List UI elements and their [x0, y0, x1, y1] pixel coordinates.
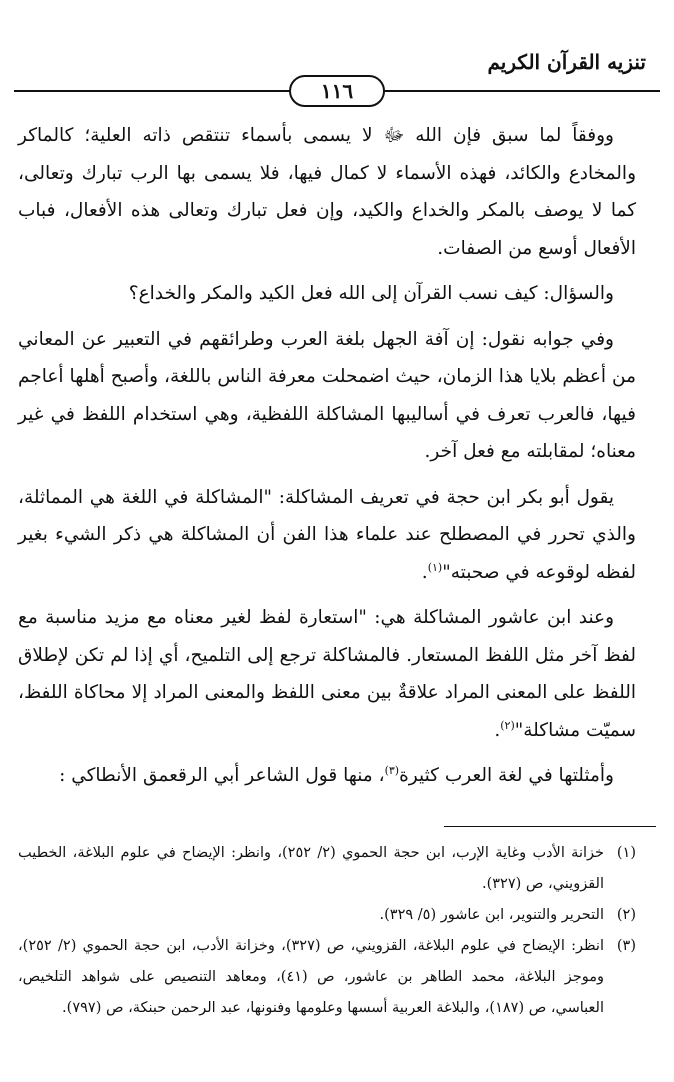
running-title: تنزيه القرآن الكريم	[487, 50, 646, 74]
main-text	[18, 117, 636, 803]
paragraph: وأمثلتها في لغة العرب كثيرة$^{(٣)}$، منها قول الشاعر أبي الرقعمق الأنطاكي :	[59, 763, 614, 786]
footnote: (٣)انظر: الإيضاح في علوم البلاغة، القزويني، ص (٣٢٧)، وخزانة الأدب، ابن حجة الحموي (٢/ ٢٥٢)، وموجز البلاغة، محمد الطاهر بن عاشور، ص (٤١)، ومعاهد التنصيص على شواهد التلخيص، العباسي، ص (١٨٧)، والبلاغة العربية أسسها وعلومها وفنونها، عبد الرحمن حبنكة، ص (٧٩٧).	[18, 931, 636, 1024]
footnote-reference[interactable]: (١)	[427, 560, 443, 574]
footnote-number: (١)	[616, 845, 636, 861]
footnotes	[18, 838, 636, 1024]
footnote: (١)خزانة الأدب وغاية الإرب، ابن حجة الحموي (٢/ ٢٥٢)، وانظر: الإيضاح في علوم البلاغة، الخطيب القزويني، ص (٣٢٧).	[18, 838, 636, 900]
paragraph: وفي جوابه نقول: إن آفة الجهل بلغة العرب وطرائقهم في التعبير عن المعاني من أعظم بلايا هذا الزمان، حيث اضمحلت معرفة الناس باللغة، وأصبح أهلها أعاجم فيها، فالعرب تعرف في أساليبها المشاكلة اللفظية، وهي استخدام اللفظ في غير معناه؛ لمقابلته مع فعل آخر.	[18, 328, 636, 462]
footnote-separator	[444, 826, 656, 827]
page-number: ١١٦	[289, 75, 385, 107]
paragraph: والسؤال: كيف نسب القرآن إلى الله فعل الكيد والمكر والخداع؟	[128, 283, 614, 304]
footnote-reference[interactable]: (٢)	[500, 718, 515, 732]
paragraph: ووفقاً لما سبق فإن الله ﷻ لا يسمى بأسماء تنتقص ذاته العلية؛ كالماكر والمخادع والكائد، فهذه الأسماء لا كمال فيها، فلا يسمى بها الرب تبارك وتعالى، كما لا يوصف بالمكر والخداع والكيد، وإن فعل تبارك وتعالى هذه الأفعال، فباب الأفعال أوسع من الصفات.	[18, 125, 636, 259]
page-header	[0, 0, 674, 110]
footnote-number: (٢)	[616, 907, 636, 923]
footnote: (٢)التحرير والتنوير، ابن عاشور (٥/ ٣٢٩).	[18, 900, 636, 931]
footnote-number: (٣)	[616, 938, 636, 954]
footnote-reference[interactable]: (٣)	[384, 763, 400, 777]
paragraph: وعند ابن عاشور المشاكلة هي: "استعارة لفظ لغير معناه مع مزيد مناسبة مع لفظ آخر مثل اللفظ المستعار. فالمشاكلة ترجع إلى التلميح، أي إذا لم تكن لإطلاق اللفظ على المعنى المراد علاقةٌ بين معنى اللفظ والمعنى المراد إلا محاكاة اللفظ، سميّت مشاكلة"$^{(٢)}$.	[18, 607, 636, 741]
paragraph: يقول أبو بكر ابن حجة في تعريف المشاكلة: "المشاكلة في اللغة هي المماثلة، والذي تحرر في المصطلح عند علماء هذا الفن أن المشاكلة هي ذكر الشيء بغير لفظه لوقوعه في صحبته"$^{(١)}$.	[18, 486, 636, 583]
